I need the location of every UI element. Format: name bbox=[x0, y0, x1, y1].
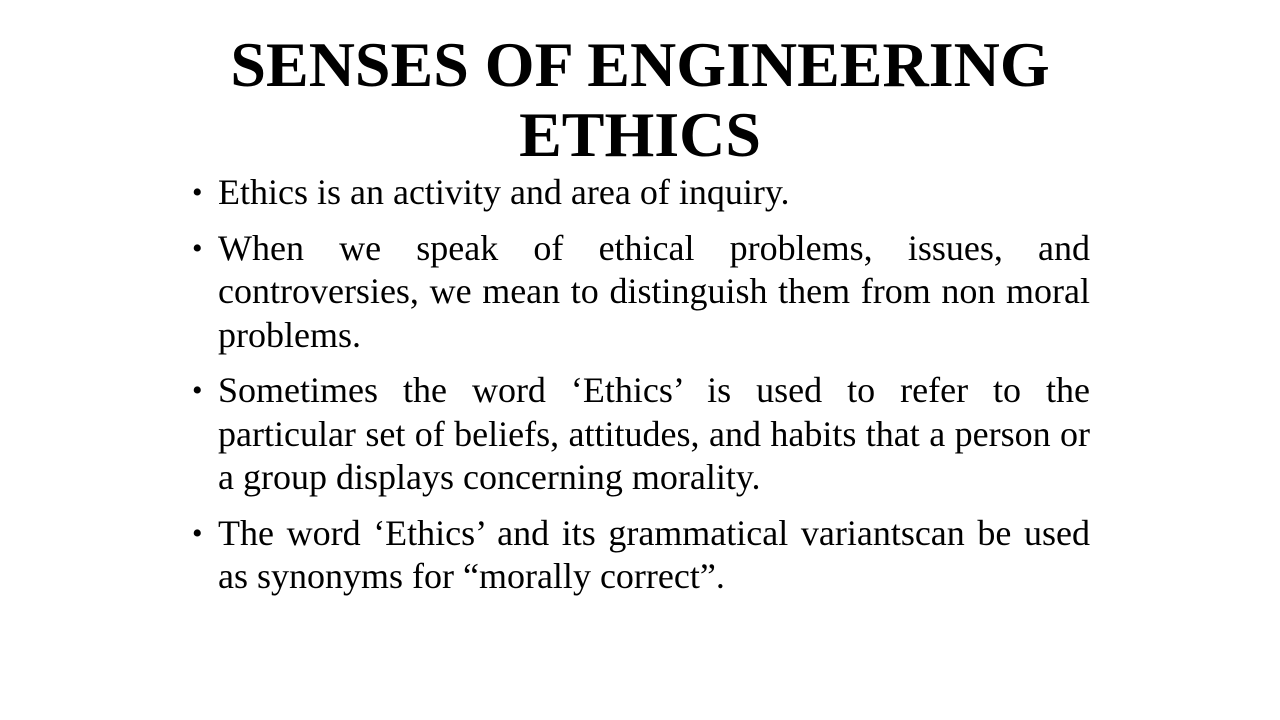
slide-title-line-1: SENSES OF ENGINEERING bbox=[230, 29, 1050, 100]
bullet-point-icon: • bbox=[192, 231, 203, 265]
bullet-text-1: Ethics is an activity and area of inquiry. bbox=[218, 172, 790, 212]
bullet-point-icon: • bbox=[192, 516, 203, 550]
bullet-item-1 bbox=[192, 171, 1090, 215]
slide-title-line-2: ETHICS bbox=[519, 99, 761, 170]
bullet-point-icon: • bbox=[192, 176, 203, 209]
bullet-text-3: Sometimes the word ‘Ethics’ is used to refer to the particular set of beliefs, attitudes, and habits that a person or a group displays concerning morality. bbox=[218, 370, 1090, 497]
bullet-text-4: The word ‘Ethics’ and its grammatical variantscan be used as synonyms for “morally correct”. bbox=[218, 512, 1090, 596]
bullet-item-4 bbox=[192, 512, 1090, 599]
bullet-list bbox=[192, 171, 1090, 611]
bullet-item-2 bbox=[192, 227, 1090, 358]
bullet-text-2: When we speak of ethical problems, issues, and controversies, we mean to distinguish them from non moral problems. bbox=[218, 227, 1090, 355]
bullet-item-3 bbox=[192, 369, 1090, 500]
bullet-point-icon: • bbox=[192, 374, 203, 407]
slide-title bbox=[160, 30, 1120, 170]
